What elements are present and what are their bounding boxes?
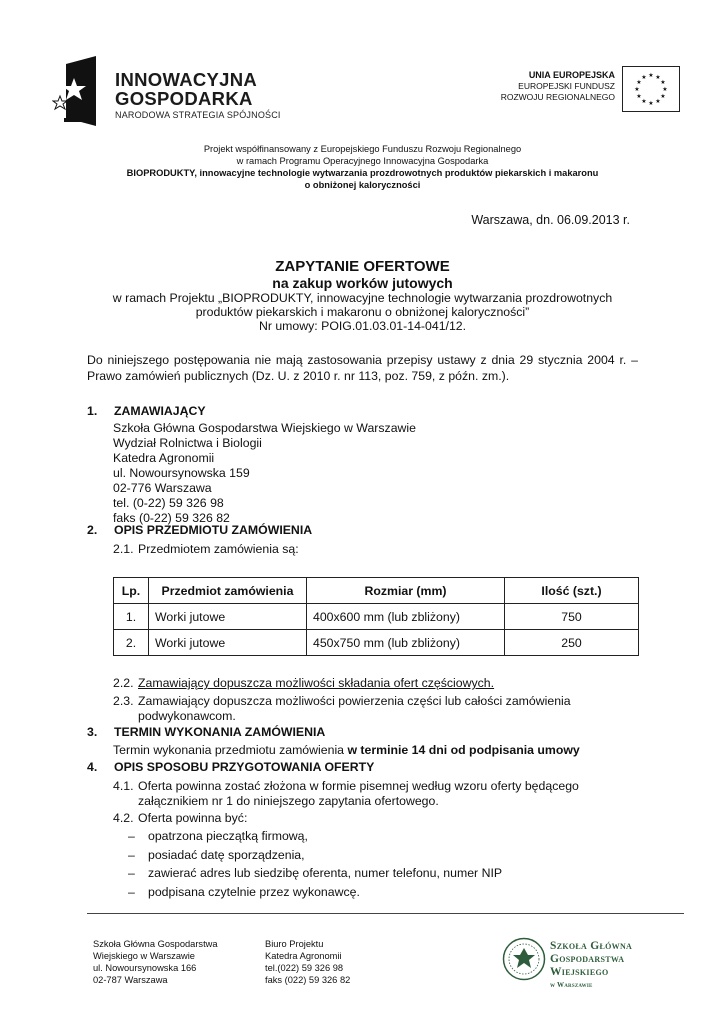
sggw-logo <box>502 937 682 987</box>
list-item: – podpisana czytelnie przez wykonawcę. <box>128 885 360 899</box>
ig-logo-title: INNOWACYJNA GOSPODARKA <box>115 69 258 109</box>
svg-text:★: ★ <box>641 99 647 105</box>
svg-text:★: ★ <box>648 73 654 79</box>
svg-text:★: ★ <box>636 94 642 100</box>
eu-flag-icon <box>622 66 680 112</box>
intro-paragraph: Do niniejszego postępowania nie mają zastosowania przepisy ustawy z dnia 29 stycznia 2004 r. – Prawo zamówień publicznych (Dz. U. z 2010 r. nr 113, poz. 759, z późn. zm.). <box>87 353 638 383</box>
document-title: ZAPYTANIE OFERTOWE na zakup worków jutowych w ramach Projektu „BIOPRODUKTY, innowacyjne technologie wytwarzania prozdrowotnych produktów piekarskich i makaronu o obniżonej kaloryczności” Nr umowy: POIG.01.03.01-14-041/12. <box>0 258 725 333</box>
contract-number: Nr umowy: POIG.01.03.01-14-041/12. <box>258 319 467 333</box>
title-main: ZAPYTANIE OFERTOWE <box>275 258 450 275</box>
list-item: – posiadać datę sporządzenia, <box>128 848 305 862</box>
list-item: – opatrzona pieczątką firmową, <box>128 829 308 843</box>
section-4-heading: 4. OPIS SPOSOBU PRZYGOTOWANIA OFERTY <box>87 760 375 774</box>
section-3-heading: 3. TERMIN WYKONANIA ZAMÓWIENIA <box>87 725 326 739</box>
footer-project-office: Biuro Projektu Katedra Agronomii tel.(022) 59 326 98 faks (022) 59 326 82 <box>265 939 351 985</box>
innowacyjna-gospodarka-logo <box>52 56 297 128</box>
table-row: 1. Worki jutowe 400x600 mm (lub zbliżony) 750 <box>114 604 639 630</box>
list-item: – zawierać adres lub siedzibę oferenta, numer telefonu, numer NIP <box>128 866 503 880</box>
order-items-table <box>113 577 639 656</box>
item-2-3: 2.3. Zamawiający dopuszcza możliwości powierzenia części lub całości zamówienia <box>113 694 571 708</box>
svg-text:★: ★ <box>641 75 647 81</box>
item-4-1-cont: załącznikiem nr 1 do niniejszego zapytania ofertowego. <box>138 794 439 808</box>
ig-star-mark-icon <box>52 56 108 126</box>
svg-text:★: ★ <box>648 101 654 107</box>
svg-text:★: ★ <box>660 94 666 100</box>
item-2-1: 2.1. Przedmiotem zamówienia są: <box>113 542 299 556</box>
svg-text:★: ★ <box>636 80 642 86</box>
delivery-term: Termin wykonania przedmiotu zamówienia w terminie 14 dni od podpisania umowy <box>113 743 580 757</box>
footer-university-address: Szkoła Główna Gospodarstwa Wiejskiego w Warszawie ul. Nowoursynowska 166 02-787 Warszawa <box>93 939 218 985</box>
svg-text:★: ★ <box>634 87 640 93</box>
eu-logo-text: UNIA EUROPEJSKA EUROPEJSKI FUNDUSZ ROZWOJU REGIONALNEGO <box>500 70 615 102</box>
item-4-2: 4.2. Oferta powinna być: <box>113 811 248 825</box>
footer-divider <box>87 913 684 914</box>
sggw-logo-text: Szkoła Główna Gospodarstwa Wiejskiego w Warszawie <box>550 940 633 989</box>
document-date: Warszawa, dn. 06.09.2013 r. <box>471 213 630 227</box>
section-1-heading: 1. ZAMAWIAJĄCY <box>87 404 206 418</box>
sggw-seal-icon <box>502 937 546 981</box>
eu-logo <box>480 66 680 112</box>
project-funding-note: Projekt współfinansowany z Europejskiego Funduszu Rozwoju Regionalnego w ramach Programu Operacyjnego Innowacyjna Gospodarka BIOPRODUKTY, innowacyjne technologie wytwarzania prozdrowotnych produktów piekarskich i makaronu o obniżonej kaloryczności <box>126 144 599 190</box>
svg-text:★: ★ <box>655 75 661 81</box>
table-header-row: Lp. Przedmiot zamówienia Rozmiar (mm) Ilość (szt.) <box>114 578 639 604</box>
table-row: 2. Worki jutowe 450x750 mm (lub zbliżony) 250 <box>114 630 639 656</box>
svg-text:★: ★ <box>660 80 666 86</box>
ig-logo-subtitle: NARODOWA STRATEGIA SPÓJNOŚCI <box>115 110 281 120</box>
section-2-heading: 2. OPIS PRZEDMIOTU ZAMÓWIENIA <box>87 523 313 537</box>
orderer-address: Szkoła Główna Gospodarstwa Wiejskiego w Warszawie Wydział Rolnictwa i Biologii Katedra Agronomii ul. Nowoursynowska 159 02-776 Warszawa tel. (0-22) 59 326 98 faks (0-22) 59 326 82 <box>113 421 416 525</box>
item-4-1: 4.1. Oferta powinna zostać złożona w formie pisemnej według wzoru oferty będącego <box>113 779 579 793</box>
title-sub: na zakup worków jutowych <box>272 275 453 291</box>
item-2-2: 2.2. Zamawiający dopuszcza możliwości składania ofert częściowych. <box>113 676 495 690</box>
svg-text:★: ★ <box>662 87 668 93</box>
svg-text:★: ★ <box>655 99 661 105</box>
item-2-3-cont: podwykonawcom. <box>138 709 236 723</box>
